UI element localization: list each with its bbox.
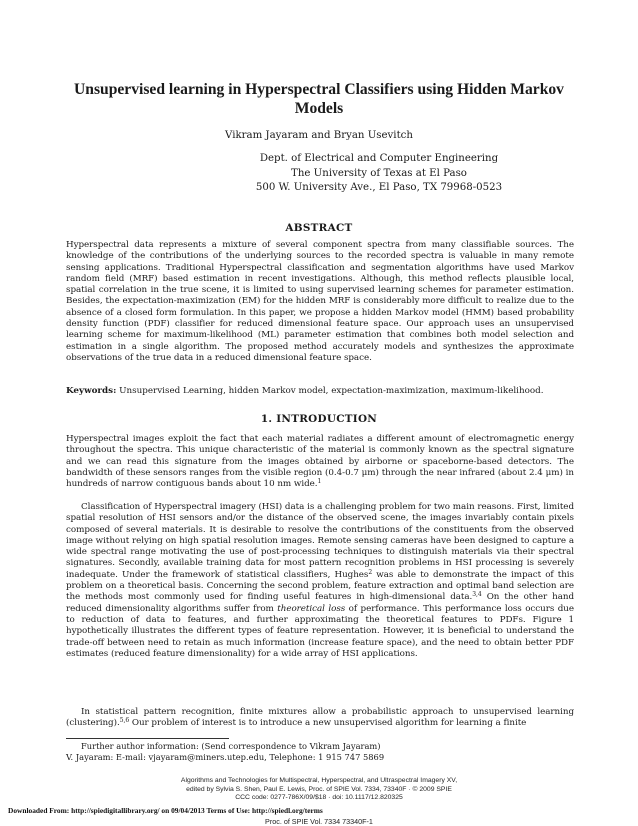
keywords-text: Unsupervised Learning, hidden Markov model, expectation-maximization, maximum-likelihood. <box>119 386 544 396</box>
intro-p2-text-c: On the other hand reduced dimensionality algorithms suffer from <box>66 592 574 614</box>
paper-title: Unsupervised learning in Hyperspectral Classifiers using Hidden Markov Models <box>74 81 564 117</box>
conference-line-3: CCC code: 0277-786X/09/$18 · doi: 10.1117/12.820325 <box>235 794 403 802</box>
keywords-line <box>66 386 574 397</box>
citation-ref: 1 <box>317 478 322 486</box>
affiliation-dept: Dept. of Electrical and Computer Engineering <box>259 153 499 164</box>
abstract-text: Hyperspectral data represents a mixture of several component spectra from many classifiable sources. The knowledge of the contributions of the underlying sources to the recorded spectra is valuable in many remote sensing applications. Traditional Hyperspectral classification and segmentation algorithms have used Markov random field (MRF) based estimation in recent investigations. Although, this method reflects plausible local, spatial correlation in the true scene, it is limited to using supervised learning schemes for parameter estimation. Besides, the expectation-maximization (EM) for the hidden MRF is considerably more difficult to realize due to the absence of a closed form formulation. In this paper, we propose a hidden Markov model (HMM) based probability density function (PDF) classifier for reduced dimensional feature space. Our approach uses an unsupervised learning scheme for maximum-likelihood (ML) parameter estimation that combines both model selection and estimation in a single algorithm. The proposed method accurately models and synthesizes the approximate observations of the true data in a reduced dimensional feature space. <box>66 240 574 363</box>
intro-p1-text: Hyperspectral images exploit the fact that each material radiates a different amount of electromagnetic energy throughout the spectra. This unique characteristic of the material is commonly known as the spectral signature and we can read this signature from the images obtained by airborne or spaceborne-based detectors. The bandwidth of these sensors ranges from the visible region (0.4-0.7 μm) through the near infrared (about 2.4 μm) in hundreds of narrow contiguous bands about 10 nm wide. <box>66 434 574 490</box>
keywords-label: Keywords: <box>66 386 117 396</box>
intro-p3-text-a: In statistical pattern recognition, finite mixtures allow a probabilistic approach to unsupervised learning (clustering). <box>66 707 574 729</box>
intro-paragraph-3 <box>66 707 574 730</box>
affiliation-block <box>170 152 588 196</box>
intro-p2-text-a: Classification of Hyperspectral imagery (HSI) data is a challenging problem for two main reasons. First, limited spatial resolution of HSI sensors and/or the distance of the observed scene, the images invariably contain pixels composed of several materials. It is desirable to resolve the contributions of the constituents from the observed image without relying on high spatial resolution images. Remote sensing cameras have been designed to capture a wide spectral range motivating the use of post-processing techniques to distinguish materials via their spectral signatures. Secondly, available training data for most pattern recognition problems in HSI processing is severely inadequate. Under the framework of statistical classifiers, Hughes <box>66 502 574 580</box>
footnote-rule <box>66 738 229 739</box>
download-notice: Downloaded From: http://spiedigitallibrary.org/ on 09/04/2013 Terms of Use: http://spiedl.org/terms <box>8 806 323 815</box>
section-heading-introduction: 1. INTRODUCTION <box>260 413 378 425</box>
conference-citation <box>110 777 528 803</box>
abstract-heading: ABSTRACT <box>285 222 353 234</box>
footnote-contact: V. Jayaram: E-mail: vjayaram@miners.utep.edu, Telephone: 1 915 747 5869 <box>66 752 385 762</box>
intro-paragraph-2 <box>66 502 574 660</box>
citation-ref: 3,4 <box>472 591 482 599</box>
intro-p3-text-b: Our problem of interest is to introduce a new unsupervised algorithm for learning a finite <box>129 718 527 729</box>
citation-ref: 2 <box>368 568 373 576</box>
page-identifier: Proc. of SPIE Vol. 7334 73340F-1 <box>265 817 373 826</box>
intro-p2-text-d: of performance. This performance loss occurs due to reduction of data to features, and further approximating the theoretical features to PDFs. Figure 1 hypothetically illustrates the different types of feature representation. However, it is beneficial to understand the trade-off between need to retain as much information (increase feature space), and the need to obtain better PDF estimates (reduced feature dimensionality) for a wide array of HSI applications. <box>66 603 574 659</box>
affiliation-address: 500 W. University Ave., El Paso, TX 79968-0523 <box>255 182 503 193</box>
footnote-author-info: Further author information: (Send correspondence to Vikram Jayaram) <box>81 741 381 751</box>
conference-line-1: Algorithms and Technologies for Multispectral, Hyperspectral, and Ultraspectral Imagery XV, <box>180 777 458 784</box>
author-names: Vikram Jayaram and Bryan Usevitch <box>225 130 413 141</box>
intro-p2-text-b: was able to demonstrate the impact of this problem on a theoretical basis. Concerning the second problem, feature extraction and optimal band selection are the methods most commonly used for finding useful features in high-dimensional data. <box>66 569 574 603</box>
citation-ref: 5,6 <box>119 717 130 725</box>
affiliation-university: The University of Texas at El Paso <box>291 167 467 179</box>
intro-paragraph-1 <box>66 434 574 490</box>
intro-p2-emphasis: theoretical loss <box>277 603 346 614</box>
conference-line-2: edited by Sylvia S. Shen, Paul E. Lewis, Proc. of SPIE Vol. 7334, 73340F · © 2009 SPIE <box>186 785 452 793</box>
